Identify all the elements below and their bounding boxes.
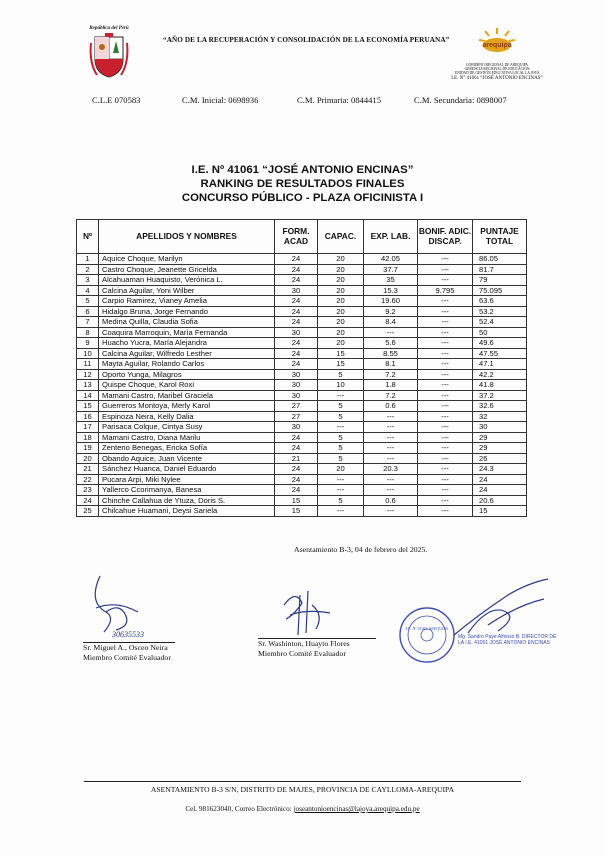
cell-capac: 15 [318,348,364,359]
cell-exp: --- [364,453,418,464]
seal-ring-text: I.E. Nº 41061 AREQUIPA [405,626,449,631]
cell-name: Carpio Ramirez, Vianey Amelia [99,296,275,307]
cell-name: Pucara Arpi, Miki Nylee [99,474,275,485]
cell-exp: 0.6 [364,495,418,506]
table-row [77,474,527,485]
cell-bonif: --- [418,275,473,286]
cell-capac: 20 [318,464,364,475]
cell-bonif: --- [418,380,473,391]
cell-capac: 5 [318,453,364,464]
cell-capac: 20 [318,296,364,307]
cell-exp: --- [364,474,418,485]
cell-bonif: --- [418,443,473,454]
cell-capac: 20 [318,285,364,296]
table-row [77,338,527,349]
cell-form: 24 [275,348,318,359]
signature-2-role: Miembro Comité Evaluador [258,649,346,658]
cell-total: 47.1 [473,359,527,370]
cell-total: 79 [473,275,527,286]
cell-bonif: --- [418,327,473,338]
cell-exp: 9.2 [364,306,418,317]
cell-name: Mamani Castro, Diana Marilu [99,432,275,443]
cell-num: 22 [77,474,99,485]
cell-total: 15 [473,506,527,517]
cell-exp: 7.2 [364,369,418,380]
cell-exp: --- [364,485,418,496]
cell-capac: --- [318,485,364,496]
header-capac: CAPAC. [318,220,364,254]
cell-num: 12 [77,369,99,380]
cell-total: 20.6 [473,495,527,506]
year-motto: “AÑO DE LA RECUPERACIÓN Y CONSOLIDACIÓN DE LA ECONOMÍA PERUANA” [163,36,450,44]
cell-capac: 20 [318,338,364,349]
cell-bonif: 9.795 [418,285,473,296]
cell-bonif: --- [418,254,473,265]
gov-line-1: GOBIERNO REGIONAL DE AREQUIPA [466,63,528,67]
cell-bonif: --- [418,390,473,401]
table-row [77,296,527,307]
cell-num: 20 [77,453,99,464]
cell-num: 17 [77,422,99,433]
cell-form: 30 [275,422,318,433]
cell-form: 24 [275,254,318,265]
cell-name: Alcahuaman Huaquisto, Verónica L. [99,275,275,286]
arequipa-logo [432,26,562,82]
cell-form: 15 [275,506,318,517]
gov-line-2: GERENCIA REGIONAL DE EDUCACIÓN [464,67,530,72]
signature-2-name: Sr. Washinton, Huayto Flores [258,639,350,648]
cell-name: Aquice Choque, Marilyn [99,254,275,265]
cell-name: Mayta Aguilar, Rolando Carlos [99,359,275,370]
cell-form: 24 [275,338,318,349]
cell-form: 15 [275,495,318,506]
cell-form: 30 [275,390,318,401]
cell-name: Coaquira Marroquin, María Fernanda [99,327,275,338]
cell-name: Zenteno Benegas, Ericka Sofía [99,443,275,454]
cell-num: 14 [77,390,99,401]
peru-emblem [80,26,138,84]
header-form: FORM. ACAD [275,220,318,254]
cell-name: Medina Quilla, Claudia Sofia [99,317,275,328]
cell-num: 23 [77,485,99,496]
cell-name: Sánchez Huanca, Daniel Eduardo [99,464,275,475]
table-body [77,254,527,517]
table-row [77,317,527,328]
signature-1-block [83,642,175,663]
cell-form: 30 [275,380,318,391]
signature-1-number: 30635533 [112,630,144,639]
cell-bonif: --- [418,506,473,517]
cell-bonif: --- [418,485,473,496]
table-row [77,327,527,338]
cell-form: 24 [275,296,318,307]
header-names: APELLIDOS Y NOMBRES [99,220,275,254]
cell-total: 26 [473,453,527,464]
cell-num: 25 [77,506,99,517]
cell-num: 24 [77,495,99,506]
cell-name: Chilcahue Huamani, Deysi Sariela [99,506,275,517]
cell-capac: 5 [318,369,364,380]
cell-capac: --- [318,422,364,433]
cell-name: Espinoza Neira, Kelly Dalia [99,411,275,422]
cell-exp: 37.7 [364,264,418,275]
cell-bonif: --- [418,369,473,380]
table-row [77,453,527,464]
cell-bonif: --- [418,432,473,443]
cell-exp: --- [364,443,418,454]
cell-form: 24 [275,275,318,286]
cell-name: Calcina Aguilar, Yoni Wilber [99,285,275,296]
title-line-3: CONCURSO PÚBLICO - PLAZA OFICINISTA I [181,191,424,204]
table-row [77,401,527,412]
cell-num: 19 [77,443,99,454]
table-row [77,495,527,506]
cell-name: Hidalgo Bruna, Jorge Fernando [99,306,275,317]
footer-contact [0,805,605,813]
cell-num: 4 [77,285,99,296]
arequipa-sun-icon [475,26,519,58]
coat-of-arms-icon [89,33,129,79]
cell-name: Mamani Castro, Maribel Graciela [99,390,275,401]
table-row [77,275,527,286]
ranking-table [76,219,527,517]
cell-total: 24 [473,474,527,485]
cell-exp: 35 [364,275,418,286]
cell-name: Yallerco Ccorimanya, Banesa [99,485,275,496]
cell-total: 37.2 [473,390,527,401]
cell-total: 49.6 [473,338,527,349]
cell-exp: --- [364,327,418,338]
cell-total: 63.6 [473,296,527,307]
cell-num: 10 [77,348,99,359]
arequipa-logo-text: arequipa [482,42,512,49]
cell-exp: 7.2 [364,390,418,401]
cell-bonif: --- [418,306,473,317]
header-num: Nº [77,220,99,254]
cell-num: 13 [77,380,99,391]
cell-bonif: --- [418,401,473,412]
cell-bonif: --- [418,296,473,307]
cell-form: 24 [275,464,318,475]
cell-total: 42.2 [473,369,527,380]
cell-name: Chinche Callahua de Ytuza, Doris S. [99,495,275,506]
director-stamp-text: Mg. Sandro Paye Alfonso B. DIRECTOR DE LA I.E. 41061 JOSÉ ANTONIO ENCINAS [458,634,557,646]
table-row [77,380,527,391]
cell-form: 24 [275,306,318,317]
cell-capac: 20 [318,327,364,338]
cell-form: 24 [275,432,318,443]
cell-total: 32 [473,411,527,422]
cell-name: Obando Aquice, Juan Vicente [99,453,275,464]
cell-num: 16 [77,411,99,422]
cell-form: 30 [275,369,318,380]
cell-total: 29 [473,432,527,443]
table-row [77,254,527,265]
school-line: I.E. N° 41061 “JOSÉ ANTONIO ENCINAS” [451,75,543,81]
cell-num: 21 [77,464,99,475]
cell-form: 30 [275,327,318,338]
cell-num: 9 [77,338,99,349]
cell-exp: 0.6 [364,401,418,412]
cell-name: Guerreros Montoya, Merly Karol [99,401,275,412]
cell-num: 1 [77,254,99,265]
header-total: PUNTAJE TOTAL [473,220,527,254]
cell-capac: 20 [318,264,364,275]
document-title [0,164,605,205]
cell-bonif: --- [418,474,473,485]
cell-capac: 5 [318,401,364,412]
cell-capac: 20 [318,254,364,265]
cell-total: 47.55 [473,348,527,359]
cell-form: 27 [275,411,318,422]
country-caption: República del Perú [89,26,129,31]
table-header-row [77,220,527,254]
title-line-2: RANKING DE RESULTADOS FINALES [200,177,405,190]
header-bonif: BONIF. ADIC. DISCAP. [418,220,473,254]
cell-capac: --- [318,474,364,485]
cell-bonif: --- [418,495,473,506]
cell-name: Oporto Yunga, Milagros [99,369,275,380]
table-row [77,306,527,317]
cell-exp: 5.6 [364,338,418,349]
cell-bonif: --- [418,359,473,370]
cell-total: 29 [473,443,527,454]
cell-form: 24 [275,264,318,275]
cell-total: 24 [473,485,527,496]
cell-num: 5 [77,296,99,307]
cell-total: 53.2 [473,306,527,317]
cell-name: Castro Choque, Jeanette Gricelda [99,264,275,275]
signature-1-role: Miembro Comité Evaluador [83,653,171,662]
cell-bonif: --- [418,317,473,328]
table-row [77,348,527,359]
cell-total: 50 [473,327,527,338]
table-row [77,443,527,454]
cell-form: 24 [275,317,318,328]
table-row [77,359,527,370]
cell-name: Quispe Choque, Karol Roxi [99,380,275,391]
cell-capac: 5 [318,432,364,443]
cell-num: 6 [77,306,99,317]
table-row [77,422,527,433]
cell-total: 81.7 [473,264,527,275]
table-row [77,390,527,401]
cell-num: 2 [77,264,99,275]
cell-total: 75.095 [473,285,527,296]
cell-total: 52.4 [473,317,527,328]
cell-capac: 10 [318,380,364,391]
cell-form: 27 [275,401,318,412]
cell-form: 30 [275,285,318,296]
cell-exp: 19.60 [364,296,418,307]
cell-capac: 15 [318,359,364,370]
cell-form: 24 [275,443,318,454]
cell-bonif: --- [418,422,473,433]
table-row [77,464,527,475]
cell-capac: --- [318,506,364,517]
cell-total: 24.3 [473,464,527,475]
cell-exp: --- [364,411,418,422]
cell-total: 86.05 [473,254,527,265]
footer-divider [84,781,521,782]
code-inicial: C.M. Inicial: 0698936 [182,95,259,105]
cell-form: 21 [275,453,318,464]
table-row [77,411,527,422]
cell-capac: 20 [318,275,364,286]
title-line-1: I.E. Nº 41061 “JOSÉ ANTONIO ENCINAS” [191,164,414,176]
cell-capac: 5 [318,443,364,454]
footer-address: ASENTAMIENTO B-3 S/N, DISTRITO DE MAJES, PROVINCIA DE CAYLLOMA-AREQUIPA [150,785,455,794]
cell-bonif: --- [418,338,473,349]
signature-1-name: Sr. Miguel A., Osceo Neira [83,643,168,652]
cell-exp: 8.1 [364,359,418,370]
cell-name: Parisaca Colque, Cintya Susy [99,422,275,433]
cell-name: Huacho Yucra, María Alejandra [99,338,275,349]
cell-exp: 8.4 [364,317,418,328]
table-row [77,506,527,517]
cell-name: Calcina Aguilar, Wilfredo Lesther [99,348,275,359]
footer-email-link[interactable]: joseantonioencinas@lajoya.arequipa.edu.pe [293,805,420,813]
cell-total: 30 [473,422,527,433]
code-primaria: C.M. Primaria: 0844415 [297,95,382,105]
cell-exp: 1.8 [364,380,418,391]
cell-bonif: --- [418,348,473,359]
cell-num: 7 [77,317,99,328]
cell-num: 11 [77,359,99,370]
cell-total: 41.8 [473,380,527,391]
cell-exp: --- [364,432,418,443]
cell-num: 8 [77,327,99,338]
cell-bonif: --- [418,264,473,275]
cell-capac: 5 [318,495,364,506]
cell-exp: 8.55 [364,348,418,359]
cell-bonif: --- [418,453,473,464]
cell-exp: --- [364,506,418,517]
cell-form: 24 [275,474,318,485]
signature-2-block [258,638,376,659]
cell-bonif: --- [418,464,473,475]
code-cle: C.L.E 070583 [92,95,141,105]
cell-exp: 42.05 [364,254,418,265]
code-secundaria: C.M. Secundaria: 0898007 [414,95,507,105]
place-date: Asentamiento B-3, 04 de febrero del 2025. [294,545,428,554]
cell-form: 24 [275,359,318,370]
table-row [77,264,527,275]
header-exp: EXP. LAB. [364,220,418,254]
cell-exp: --- [364,422,418,433]
cell-capac: 20 [318,317,364,328]
cell-total: 32.6 [473,401,527,412]
cell-capac: 5 [318,411,364,422]
cell-exp: 20.3 [364,464,418,475]
table-row [77,369,527,380]
cell-num: 3 [77,275,99,286]
cell-exp: 15.3 [364,285,418,296]
footer-phone: Cel. 981623040, Correo Electrónico: [185,805,294,813]
cell-form: 24 [275,485,318,496]
table-row [77,285,527,296]
cell-bonif: --- [418,411,473,422]
cell-num: 18 [77,432,99,443]
cell-num: 15 [77,401,99,412]
signature-2-scribble [276,585,336,640]
gov-line-3: UNIDAD DE GESTIÓN EDUCATIVA LOCAL LA JOYA [454,71,540,76]
table-row [77,485,527,496]
cell-capac: 20 [318,306,364,317]
table-row [77,432,527,443]
cell-capac: --- [318,390,364,401]
